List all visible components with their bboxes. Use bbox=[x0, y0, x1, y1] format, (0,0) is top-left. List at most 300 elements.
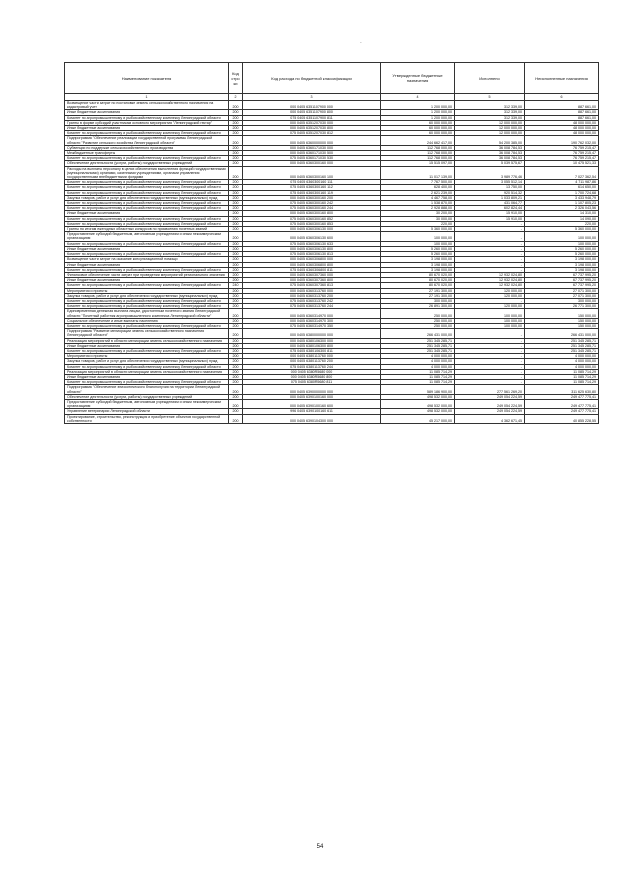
cell-done: - bbox=[455, 329, 525, 338]
cell-code: 200 bbox=[229, 272, 243, 277]
table-row bbox=[65, 115, 599, 120]
cell-rest: 4 000 000,00 bbox=[525, 359, 599, 364]
cell-plan: 112 768 000,00 bbox=[381, 156, 455, 161]
cell-rest: 887 661,00 bbox=[525, 101, 599, 110]
cell-done: 920 514,32 bbox=[455, 190, 525, 195]
cell-rest: 7 027 362,54 bbox=[525, 166, 599, 180]
cell-name: Реализация мероприятий в области мелиорации земель сельскохозяйственного назначения bbox=[65, 369, 229, 374]
cell-kbk: 000 0405 6360306130 600 bbox=[243, 232, 381, 241]
cell-kbk: 000 0405 6360307360 800 bbox=[243, 278, 381, 283]
cell-done: - bbox=[455, 252, 525, 257]
cell-plan: 498 532 000,00 bbox=[381, 409, 455, 414]
cell-rest: 3 198 000,00 bbox=[525, 267, 599, 272]
cell-plan: 4 000 000,00 bbox=[381, 359, 455, 364]
cell-code: 200 bbox=[229, 156, 243, 161]
cell-code: 200 bbox=[229, 348, 243, 353]
cell-rest: 266 431 000,00 bbox=[525, 329, 599, 338]
cell-done: 120 000,00 bbox=[455, 304, 525, 309]
cell-kbk: 000 0405 6360306800 800 bbox=[243, 262, 381, 267]
cell-kbk: 000 0405 6360307360 000 bbox=[243, 272, 381, 277]
cell-kbk: 000 0405 6360306130 000 bbox=[243, 227, 381, 232]
cell-code: 200 bbox=[229, 394, 243, 399]
table-row bbox=[65, 120, 599, 125]
cell-code: 200 bbox=[229, 318, 243, 323]
cell-code: 200 bbox=[229, 190, 243, 195]
cell-rest: 100 000,00 bbox=[525, 232, 599, 241]
header-code: Код стро ки bbox=[229, 63, 243, 94]
cell-plan: 112 768 000,00 bbox=[381, 145, 455, 150]
cell-kbk: 000 0405 6351107900 000 bbox=[243, 101, 381, 110]
cell-plan: 251 345 285,71 bbox=[381, 338, 455, 343]
cell-code: 200 bbox=[229, 354, 243, 359]
cell-rest: 2 326 043,56 bbox=[525, 206, 599, 211]
cell-rest: 190 762 032,00 bbox=[525, 136, 599, 145]
cell-done: 4 362 671,45 bbox=[455, 414, 525, 423]
cell-name: Проектирование, строительство, реконструкция и приобретение объектов государственной собственности bbox=[65, 414, 229, 423]
cell-kbk: 000 0405 6351107900 800 bbox=[243, 110, 381, 115]
cell-done: 120 000,00 bbox=[455, 288, 525, 293]
header-name: Наименование показателя bbox=[65, 63, 229, 94]
cell-kbk: 075 0405 6380R5680 811 bbox=[243, 380, 381, 385]
cell-name: Комитет по агропромышленному и рыбохозяйственному комплексу Ленинградской области bbox=[65, 115, 229, 120]
cell-done: 15 910,00 bbox=[455, 216, 525, 221]
table-row bbox=[65, 156, 599, 161]
cell-code: 200 bbox=[229, 414, 243, 423]
cell-kbk: 000 0405 6360314970 000 bbox=[243, 309, 381, 318]
cell-done: 120 000,00 bbox=[455, 293, 525, 298]
cell-rest: 4 000 000,00 bbox=[525, 364, 599, 369]
cell-name: Комитет по агропромышленному и рыбохозяйственному комплексу Ленинградской области bbox=[65, 298, 229, 303]
cell-kbk: 075 0405 6360300160 853 bbox=[243, 221, 381, 226]
table-row bbox=[65, 329, 599, 338]
cell-code: 200 bbox=[229, 380, 243, 385]
table-row bbox=[65, 399, 599, 408]
cell-plan: 80 670 020,00 bbox=[381, 283, 455, 288]
cell-name: Гранты в форме субсидий участникам основного мероприятия "Ленинградский гектар" bbox=[65, 120, 229, 125]
cell-done: 36 008 784,53 bbox=[455, 156, 525, 161]
cell-rest: 10 475 521,33 bbox=[525, 161, 599, 166]
cell-kbk: 000 0405 6360313760 000 bbox=[243, 288, 381, 293]
cell-plan: 2 621 239,00 bbox=[381, 190, 455, 195]
column-number: 2 bbox=[229, 94, 243, 101]
cell-done: - bbox=[455, 241, 525, 246]
cell-done: 431 064,77 bbox=[455, 201, 525, 206]
cell-done: 249 054 224,59 bbox=[455, 399, 525, 408]
cell-kbk: 075 0405 6360314970 350 bbox=[243, 323, 381, 328]
cell-plan: 45 217 000,00 bbox=[381, 414, 455, 423]
cell-code: 200 bbox=[229, 195, 243, 200]
cell-plan: 1 200 000,00 bbox=[381, 101, 455, 110]
cell-name: Закупка товаров, работ и услуг для обеспечения государственных (муниципальных) нужд bbox=[65, 195, 229, 200]
cell-kbk: 075 0405 6360300160 119 bbox=[243, 190, 381, 195]
cell-name: Субвенции по поддержке сельскохозяйственного производства bbox=[65, 145, 229, 150]
cell-done: 15 910,00 bbox=[455, 211, 525, 216]
cell-kbk: 000 0405 6380106300 000 bbox=[243, 338, 381, 343]
cell-plan: 250 000,00 bbox=[381, 318, 455, 323]
cell-name: Возмещение части затрат на оказание консультационной помощи bbox=[65, 257, 229, 262]
cell-kbk: 075 0405 6360307360 813 bbox=[243, 283, 381, 288]
header-rest: Неисполненные назначения bbox=[525, 63, 599, 94]
cell-rest: 11 085 714,29 bbox=[525, 374, 599, 379]
cell-kbk: 000 0405 6390100160 600 bbox=[243, 399, 381, 408]
cell-name: Гранты по итогам ежегодных областных конкурсов по присвоению почетных званий bbox=[65, 227, 229, 232]
cell-kbk: 000 0405 6380000000 000 bbox=[243, 329, 381, 338]
cell-kbk: 000 0405 6351207030 000 bbox=[243, 120, 381, 125]
cell-name: Иные бюджетные ассигнования bbox=[65, 374, 229, 379]
cell-kbk: 075 0405 6360313760 244 bbox=[243, 304, 381, 309]
cell-plan: 4 467 758,00 bbox=[381, 195, 455, 200]
cell-name: Закупка товаров, работ и услуг для обеспечения государственных (муниципальных) нужд bbox=[65, 359, 229, 364]
cell-plan: 244 662 417,00 bbox=[381, 136, 455, 145]
cell-name: Иные бюджетные ассигнования bbox=[65, 211, 229, 216]
cell-name: Подпрограмма "Обеспечение реализации государственной программы Ленинградской области "Развитие сельского хозяйства Ленинградской области" bbox=[65, 136, 229, 145]
column-number: 5 bbox=[455, 94, 525, 101]
table-row bbox=[65, 161, 599, 166]
cell-name: Комитет по агропромышленному и рыбохозяйственному комплексу Ленинградской области bbox=[65, 221, 229, 226]
cell-rest: 251 345 285,71 bbox=[525, 338, 599, 343]
cell-name: Комитет по агропромышленному и рыбохозяйственному комплексу Ленинградской области bbox=[65, 201, 229, 206]
cell-name: Комитет по агропромышленному и рыбохозяйственному комплексу Ленинградской области bbox=[65, 323, 229, 328]
cell-code: 200 bbox=[229, 211, 243, 216]
cell-code: 200 bbox=[229, 364, 243, 369]
cell-plan: 4 000 000,00 bbox=[381, 364, 455, 369]
cell-rest: 4 000 000,00 bbox=[525, 354, 599, 359]
header-done: Исполнено bbox=[455, 63, 525, 94]
table-row bbox=[65, 136, 599, 145]
cell-kbk: 000 0405 6380113760 200 bbox=[243, 359, 381, 364]
cell-kbk: 075 0405 6360300160 242 bbox=[243, 201, 381, 206]
cell-done: - bbox=[455, 257, 525, 262]
cell-code: 200 bbox=[229, 232, 243, 241]
cell-rest: 300 000,00 bbox=[525, 298, 599, 303]
cell-rest: 887 661,00 bbox=[525, 115, 599, 120]
cell-plan: 5 260 000,00 bbox=[381, 246, 455, 251]
cell-plan: 26 891 300,00 bbox=[381, 304, 455, 309]
cell-plan: 251 345 285,71 bbox=[381, 343, 455, 348]
cell-done: - bbox=[455, 348, 525, 353]
cell-code: 200 bbox=[229, 409, 243, 414]
cell-plan: 3 198 000,00 bbox=[381, 262, 455, 267]
table-row bbox=[65, 394, 599, 399]
cell-plan: 11 085 714,29 bbox=[381, 369, 455, 374]
cell-name: Комитет по агропромышленному и рыбохозяйственному комплексу Ленинградской области bbox=[65, 185, 229, 190]
cell-name: Комитет по агропромышленному и рыбохозяйственному комплексу Ленинградской области bbox=[65, 304, 229, 309]
cell-rest: 76 759 215,47 bbox=[525, 156, 599, 161]
cell-code: 200 bbox=[229, 323, 243, 328]
cell-code: 200 bbox=[229, 257, 243, 262]
cell-code: 200 bbox=[229, 161, 243, 166]
cell-kbk: 000 0405 6390104300 000 bbox=[243, 414, 381, 423]
table-row bbox=[65, 272, 599, 277]
cell-rest: 3 433 948,79 bbox=[525, 195, 599, 200]
cell-code: 200 bbox=[229, 252, 243, 257]
table-row bbox=[65, 145, 599, 150]
cell-rest: 150 000,00 bbox=[525, 309, 599, 318]
table-row bbox=[65, 309, 599, 318]
cell-rest: 11 085 714,29 bbox=[525, 380, 599, 385]
table-row bbox=[65, 180, 599, 185]
cell-kbk: 000 0405 6360300160 100 bbox=[243, 166, 381, 180]
cell-name: Предоставление субсидий бюджетным, автономным учреждениям и иным некоммерческим организациям bbox=[65, 232, 229, 241]
cell-plan: 100 000,00 bbox=[381, 241, 455, 246]
cell-kbk: 075 0405 6380106300 811 bbox=[243, 348, 381, 353]
cell-rest: 5 260 000,00 bbox=[525, 246, 599, 251]
cell-done: 12 000 000,00 bbox=[455, 120, 525, 125]
cell-code: 200 bbox=[229, 293, 243, 298]
cell-plan: 112 768 000,00 bbox=[381, 151, 455, 156]
cell-plan: 250 000,00 bbox=[381, 323, 455, 328]
cell-name: Социальное обеспечение и иные выплаты населению bbox=[65, 318, 229, 323]
cell-plan: 628 400,00 bbox=[381, 185, 455, 190]
cell-kbk: 000 0405 6380R5680 800 bbox=[243, 374, 381, 379]
cell-rest: 11 085 714,29 bbox=[525, 369, 599, 374]
cell-rest: 150 000,00 bbox=[525, 318, 599, 323]
table-row bbox=[65, 409, 599, 414]
cell-code: 200 bbox=[229, 101, 243, 110]
cell-name: Мероприятия и проекты bbox=[65, 288, 229, 293]
cell-code: 200 bbox=[229, 304, 243, 309]
cell-kbk: 075 0405 6360306800 811 bbox=[243, 267, 381, 272]
table-row bbox=[65, 216, 599, 221]
cell-name: Комитет по агропромышленному и рыбохозяйственному комплексу Ленинградской области bbox=[65, 131, 229, 136]
cell-done: 36 008 784,53 bbox=[455, 145, 525, 150]
cell-done: - bbox=[455, 227, 525, 232]
cell-name: Комитет по агропромышленному и рыбохозяйственному комплексу Ленинградской области bbox=[65, 156, 229, 161]
column-number-row bbox=[65, 94, 599, 101]
cell-plan: 498 532 000,00 bbox=[381, 394, 455, 399]
cell-rest: 27 071 300,00 bbox=[525, 293, 599, 298]
cell-done: - bbox=[455, 380, 525, 385]
cell-code: 240 bbox=[229, 283, 243, 288]
cell-rest: 5 260 000,00 bbox=[525, 252, 599, 257]
cell-kbk: 075 0405 6360171030 530 bbox=[243, 156, 381, 161]
cell-rest: 249 477 775,41 bbox=[525, 394, 599, 399]
cell-name: Комитет по агропромышленному и рыбохозяйственному комплексу Ленинградской области bbox=[65, 348, 229, 353]
cell-done: 12 000 000,00 bbox=[455, 126, 525, 131]
cell-plan: 589 186 900,00 bbox=[381, 385, 455, 394]
cell-done: 312 339,00 bbox=[455, 101, 525, 110]
cell-kbk: 000 0405 6360300160 000 bbox=[243, 161, 381, 166]
cell-name: Комитет по агропромышленному и рыбохозяйственному комплексу Ленинградской области bbox=[65, 190, 229, 195]
cell-kbk: 000 0405 6360314970 300 bbox=[243, 318, 381, 323]
cell-code: 200 bbox=[229, 309, 243, 318]
cell-plan: 220,00 bbox=[381, 221, 455, 226]
cell-name: Иные бюджетные ассигнования bbox=[65, 246, 229, 251]
cell-plan: 30 000,00 bbox=[381, 216, 455, 221]
cell-kbk: 000 0405 6360306130 800 bbox=[243, 246, 381, 251]
cell-plan: 100 000,00 bbox=[381, 232, 455, 241]
cell-name: Расходы на выплаты персоналу в целях обеспечения выполнения функций государственными (муниципальными) органами, казенными учреждениями, органами управления государственными внебюджетными фондами bbox=[65, 166, 229, 180]
cell-name: Комитет по агропромышленному и рыбохозяйственному комплексу Ленинградской области bbox=[65, 283, 229, 288]
cell-kbk: 000 0405 6360300160 800 bbox=[243, 211, 381, 216]
cell-kbk: 000 0405 6360171030 000 bbox=[243, 145, 381, 150]
cell-done: - bbox=[455, 298, 525, 303]
cell-rest: 100 000,00 bbox=[525, 241, 599, 246]
cell-code: 200 bbox=[229, 151, 243, 156]
cell-plan: 11 085 714,29 bbox=[381, 374, 455, 379]
cell-name: Подпрограмма "Развитие мелиорации земель сельскохозяйственного назначения Ленинградской области" bbox=[65, 329, 229, 338]
page-number: 54 bbox=[316, 844, 324, 850]
cell-rest: 67 737 995,20 bbox=[525, 283, 599, 288]
cell-name: Возмещение части затрат по постановке земель сельскохозяйственного назначения на кадастровый учет bbox=[65, 101, 229, 110]
cell-rest: 5 360 000,00 bbox=[525, 227, 599, 232]
cell-done: 312 339,00 bbox=[455, 115, 525, 120]
cell-rest: 251 345 285,71 bbox=[525, 348, 599, 353]
cell-rest: 67 737 995,20 bbox=[525, 272, 599, 277]
cell-rest: 614 650,00 bbox=[525, 185, 599, 190]
cell-code: 200 bbox=[229, 278, 243, 283]
cell-name: Предоставление субсидий бюджетным, автономным учреждениям и иным некоммерческим организациям bbox=[65, 399, 229, 408]
cell-code: 200 bbox=[229, 120, 243, 125]
cell-rest: 1 107 805,23 bbox=[525, 201, 599, 206]
cell-plan: 27 191 300,00 bbox=[381, 293, 455, 298]
cell-name: Реализация мероприятий в области мелиорации земель сельскохозяйственного назначения bbox=[65, 338, 229, 343]
cell-kbk: 000 0405 6360306800 000 bbox=[243, 257, 381, 262]
cell-done: 12 932 024,80 bbox=[455, 283, 525, 288]
cell-code: 200 bbox=[229, 206, 243, 211]
cell-name: Иные бюджетные ассигнования bbox=[65, 262, 229, 267]
cell-name: Комитет по агропромышленному и рыбохозяйственному комплексу Ленинградской области bbox=[65, 206, 229, 211]
cell-done: 54 200 385,00 bbox=[455, 136, 525, 145]
cell-kbk: 075 0405 6360300160 244 bbox=[243, 206, 381, 211]
cell-plan: 11 085 714,29 bbox=[381, 380, 455, 385]
header-kbk: Код расхода по бюджетной классификации bbox=[243, 63, 381, 94]
cell-name: Комитет по агропромышленному и рыбохозяйственному комплексу Ленинградской области bbox=[65, 380, 229, 385]
header-row bbox=[65, 63, 599, 94]
cell-done: 12 932 024,80 bbox=[455, 272, 525, 277]
table-row bbox=[65, 385, 599, 394]
table-row bbox=[65, 293, 599, 298]
cell-kbk: 075 0405 6351207030 812 bbox=[243, 131, 381, 136]
top-mark: - bbox=[360, 40, 362, 46]
cell-code: 200 bbox=[229, 126, 243, 131]
cell-kbk: 075 0405 6360300160 112 bbox=[243, 185, 381, 190]
cell-code: 200 bbox=[229, 180, 243, 185]
cell-code: 200 bbox=[229, 136, 243, 145]
cell-rest: 76 759 215,47 bbox=[525, 145, 599, 150]
cell-name: Межбюджетные трансферты bbox=[65, 151, 229, 156]
cell-name: Комитет по агропромышленному и рыбохозяйственному комплексу Ленинградской области bbox=[65, 241, 229, 246]
cell-done: 1 033 809,21 bbox=[455, 195, 525, 200]
cell-kbk: 000 0405 6360000000 000 bbox=[243, 136, 381, 145]
cell-done: - bbox=[455, 359, 525, 364]
table-row bbox=[65, 131, 599, 136]
cell-rest: 14 310,00 bbox=[525, 211, 599, 216]
table-row bbox=[65, 323, 599, 328]
cell-plan: 2 928 888,00 bbox=[381, 206, 455, 211]
cell-name: Иные бюджетные ассигнования bbox=[65, 126, 229, 131]
cell-rest: 48 000 000,00 bbox=[525, 131, 599, 136]
cell-plan: 300 000,00 bbox=[381, 298, 455, 303]
cell-done: - bbox=[455, 369, 525, 374]
table-row bbox=[65, 201, 599, 206]
cell-code: 200 bbox=[229, 374, 243, 379]
cell-plan: 250 000,00 bbox=[381, 309, 455, 318]
cell-name: Обеспечение деятельности (услуги, работы) государственных учреждений bbox=[65, 394, 229, 399]
cell-plan: 15 515 097,00 bbox=[381, 161, 455, 166]
header-plan: Утвержденные бюджетные назначения bbox=[381, 63, 455, 94]
cell-rest: 1 700 724,68 bbox=[525, 190, 599, 195]
cell-kbk: 000 0405 6390000000 000 bbox=[243, 385, 381, 394]
cell-code: 200 bbox=[229, 145, 243, 150]
table-row bbox=[65, 206, 599, 211]
cell-done: 312 339,00 bbox=[455, 110, 525, 115]
cell-code: 200 bbox=[229, 227, 243, 232]
cell-kbk: 000 0405 6360300160 200 bbox=[243, 195, 381, 200]
cell-done: - bbox=[455, 267, 525, 272]
cell-plan: 5 260 000,00 bbox=[381, 252, 455, 257]
cell-code: 200 bbox=[229, 338, 243, 343]
cell-kbk: 075 0405 6360306130 813 bbox=[243, 252, 381, 257]
cell-done: - bbox=[455, 374, 525, 379]
cell-done: 36 008 784,53 bbox=[455, 151, 525, 156]
cell-done: - bbox=[455, 343, 525, 348]
cell-rest: 249 477 775,41 bbox=[525, 399, 599, 408]
cell-name: Иные бюджетные ассигнования bbox=[65, 343, 229, 348]
table-row bbox=[65, 166, 599, 180]
cell-rest: 311 625 630,80 bbox=[525, 385, 599, 394]
cell-kbk: 075 0405 6360306130 633 bbox=[243, 241, 381, 246]
cell-code: 200 bbox=[229, 343, 243, 348]
cell-kbk: 000 0405 6380106300 800 bbox=[243, 343, 381, 348]
table-row bbox=[65, 195, 599, 200]
cell-done: 100 000,00 bbox=[455, 318, 525, 323]
cell-name: Мероприятия и проекты bbox=[65, 354, 229, 359]
cell-code: 200 bbox=[229, 166, 243, 180]
table-row bbox=[65, 185, 599, 190]
cell-rest: 14 090,00 bbox=[525, 216, 599, 221]
cell-name: Обеспечение деятельности (услуги, работы) государственных учреждений bbox=[65, 161, 229, 166]
cell-name: Комитет по агропромышленному и рыбохозяйственному комплексу Ленинградской области bbox=[65, 364, 229, 369]
cell-done: - bbox=[455, 262, 525, 267]
cell-kbk: 000 0405 6390100160 000 bbox=[243, 394, 381, 399]
cell-kbk: 000 0405 6380R5680 000 bbox=[243, 369, 381, 374]
cell-rest: 220,00 bbox=[525, 221, 599, 226]
cell-name: Закупка товаров, работ и услуг для обеспечения государственных (муниципальных) нужд bbox=[65, 293, 229, 298]
cell-kbk: 075 0405 6360300160 111 bbox=[243, 180, 381, 185]
column-number: 3 bbox=[243, 94, 381, 101]
cell-kbk: 075 0405 6380113760 244 bbox=[243, 364, 381, 369]
cell-code: 200 bbox=[229, 399, 243, 408]
cell-done: 12 000 000,00 bbox=[455, 131, 525, 136]
cell-kbk: 000 0405 6360313760 200 bbox=[243, 293, 381, 298]
cell-code: 200 bbox=[229, 246, 243, 251]
cell-done: 12 932 024,80 bbox=[455, 278, 525, 283]
cell-done: 100 000,00 bbox=[455, 323, 525, 328]
cell-code: 200 bbox=[229, 201, 243, 206]
table-row bbox=[65, 414, 599, 423]
cell-plan: 251 345 285,71 bbox=[381, 348, 455, 353]
cell-name: Комитет по агропромышленному и рыбохозяйственному комплексу Ленинградской области bbox=[65, 267, 229, 272]
cell-done: 277 561 269,20 bbox=[455, 385, 525, 394]
budget-table bbox=[64, 62, 599, 424]
table-row bbox=[65, 232, 599, 241]
cell-plan: 3 198 000,00 bbox=[381, 257, 455, 262]
table-body bbox=[65, 101, 599, 424]
cell-plan: 80 670 020,00 bbox=[381, 278, 455, 283]
cell-rest: 4 711 987,86 bbox=[525, 180, 599, 185]
cell-plan: 266 431 000,00 bbox=[381, 329, 455, 338]
cell-name: Комитет по агропромышленному и рыбохозяйственному комплексу Ленинградской области bbox=[65, 216, 229, 221]
cell-code: 200 bbox=[229, 110, 243, 115]
cell-done: - bbox=[455, 246, 525, 251]
cell-plan: 60 000 000,00 bbox=[381, 131, 455, 136]
cell-name: Комитет по агропромышленному и рыбохозяйственному комплексу Ленинградской области bbox=[65, 180, 229, 185]
cell-kbk: 075 0405 6360313760 242 bbox=[243, 298, 381, 303]
cell-kbk: 000 0405 6351207030 800 bbox=[243, 126, 381, 131]
cell-plan: 7 767 500,00 bbox=[381, 180, 455, 185]
cell-code: 200 bbox=[229, 329, 243, 338]
